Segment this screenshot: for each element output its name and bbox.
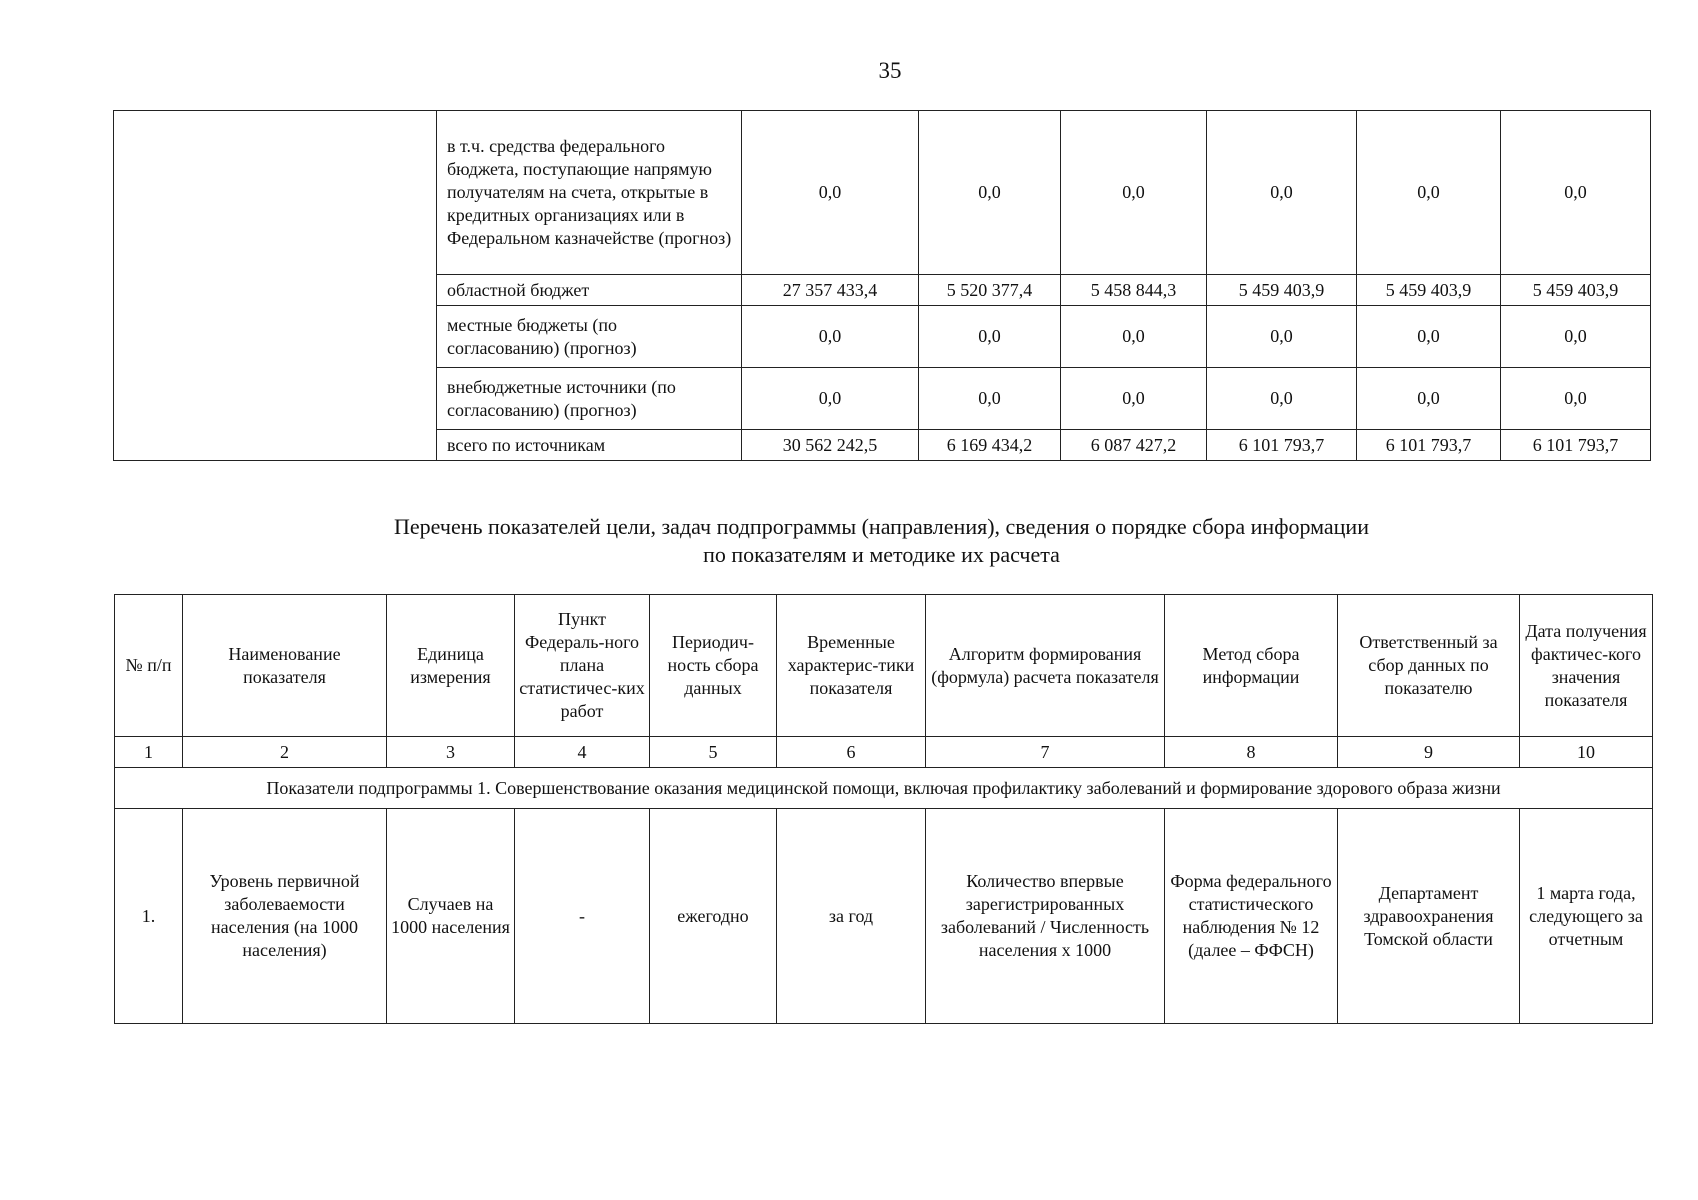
column-header: Алгоритм формирования (формула) расчета показателя (926, 595, 1165, 737)
column-number: 8 (1165, 737, 1338, 768)
column-header: Ответственный за сбор данных по показателю (1338, 595, 1520, 737)
section-heading (113, 513, 1650, 569)
indicator-actual-date: 1 марта года, следующего за отчетным (1520, 809, 1653, 1024)
funding-value: 0,0 (742, 306, 919, 368)
indicator-row (115, 809, 1653, 1024)
funding-value: 30 562 242,5 (742, 430, 919, 461)
funding-value: 0,0 (919, 368, 1061, 430)
funding-value: 6 101 793,7 (1207, 430, 1357, 461)
funding-value: 5 458 844,3 (1061, 275, 1207, 306)
funding-value: 0,0 (1357, 306, 1501, 368)
funding-table (113, 110, 1651, 461)
funding-value: 0,0 (1061, 111, 1207, 275)
funding-value: 5 459 403,9 (1501, 275, 1651, 306)
indicator-collection-method: Форма федерального статистического наблюдения № 12 (далее – ФФСН) (1165, 809, 1338, 1024)
funding-value: 0,0 (919, 306, 1061, 368)
column-header: Наименование показателя (183, 595, 387, 737)
funding-value: 5 459 403,9 (1207, 275, 1357, 306)
funding-source-label: областной бюджет (437, 275, 742, 306)
funding-value: 0,0 (1207, 306, 1357, 368)
page-number: 35 (878, 58, 902, 83)
funding-value: 0,0 (742, 368, 919, 430)
funding-value: 0,0 (1061, 306, 1207, 368)
indicator-number: 1. (115, 809, 183, 1024)
column-header: Периодич-ность сбора данных (650, 595, 777, 737)
funding-value: 0,0 (1357, 368, 1501, 430)
heading-line-1: Перечень показателей цели, задач подпрограммы (направления), сведения о порядке сбора информации (394, 514, 1369, 539)
funding-value: 0,0 (1207, 111, 1357, 275)
column-header: Единица измерения (387, 595, 515, 737)
indicators-table (114, 594, 1653, 1024)
funding-source-label: всего по источникам (437, 430, 742, 461)
column-number: 7 (926, 737, 1165, 768)
funding-value: 0,0 (919, 111, 1061, 275)
merged-empty-cell (114, 111, 437, 461)
column-number: 2 (183, 737, 387, 768)
funding-value: 6 101 793,7 (1501, 430, 1651, 461)
funding-value: 0,0 (1501, 368, 1651, 430)
column-header: Временные характерис-тики показателя (777, 595, 926, 737)
funding-source-label: местные бюджеты (по согласованию) (прогноз) (437, 306, 742, 368)
funding-value: 0,0 (1061, 368, 1207, 430)
column-number: 6 (777, 737, 926, 768)
column-number: 5 (650, 737, 777, 768)
funding-value: 27 357 433,4 (742, 275, 919, 306)
funding-value: 6 169 434,2 (919, 430, 1061, 461)
column-number: 10 (1520, 737, 1653, 768)
funding-source-label: в т.ч. средства федерального бюджета, поступающие напрямую получателям на счета, открытые в кредитных организациях или в Федеральном казначействе (прогноз) (437, 111, 742, 275)
header-row (115, 595, 1653, 737)
column-header: Метод сбора информации (1165, 595, 1338, 737)
indicator-unit: Случаев на 1000 населения (387, 809, 515, 1024)
funding-source-label: внебюджетные источники (по согласованию) (прогноз) (437, 368, 742, 430)
column-header: № п/п (115, 595, 183, 737)
column-header: Дата получения фактичес-кого значения показателя (1520, 595, 1653, 737)
funding-value: 0,0 (1207, 368, 1357, 430)
funding-row (114, 111, 1651, 275)
column-header: Пункт Федераль-ного плана статистичес-ких работ (515, 595, 650, 737)
funding-value: 5 459 403,9 (1357, 275, 1501, 306)
column-number: 9 (1338, 737, 1520, 768)
indicator-periodicity: ежегодно (650, 809, 777, 1024)
funding-value: 0,0 (1501, 306, 1651, 368)
column-number-row (115, 737, 1653, 768)
column-number: 3 (387, 737, 515, 768)
heading-line-2: по показателям и методике их расчета (703, 542, 1060, 567)
indicator-time-characteristics: за год (777, 809, 926, 1024)
funding-value: 6 087 427,2 (1061, 430, 1207, 461)
indicator-name: Уровень первичной заболеваемости населения (на 1000 населения) (183, 809, 387, 1024)
funding-value: 0,0 (1357, 111, 1501, 275)
column-number: 1 (115, 737, 183, 768)
funding-value: 6 101 793,7 (1357, 430, 1501, 461)
funding-value: 0,0 (742, 111, 919, 275)
indicator-algorithm: Количество впервые зарегистрированных заболеваний / Численность населения х 1000 (926, 809, 1165, 1024)
funding-value: 5 520 377,4 (919, 275, 1061, 306)
indicator-responsible: Департамент здравоохранения Томской области (1338, 809, 1520, 1024)
section-row (115, 768, 1653, 809)
funding-value: 0,0 (1501, 111, 1651, 275)
indicator-plan-item: - (515, 809, 650, 1024)
subprogram-section-title: Показатели подпрограммы 1. Совершенствование оказания медицинской помощи, включая профилактику заболеваний и формирование здорового образа жизни (115, 768, 1653, 809)
column-number: 4 (515, 737, 650, 768)
